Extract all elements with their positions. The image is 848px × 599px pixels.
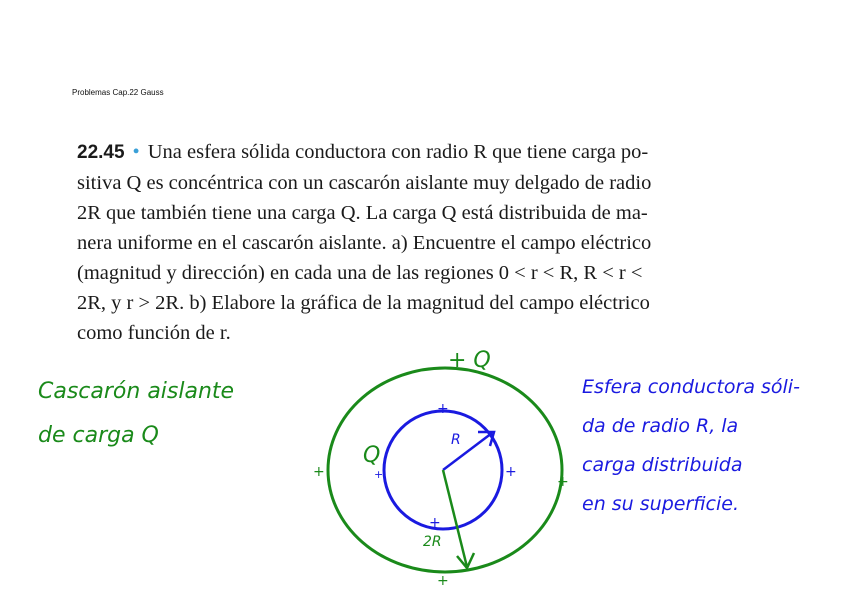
outer-radius-arrow — [443, 470, 467, 567]
page-header: Problemas Cap.22 Gauss — [72, 88, 164, 97]
inner-radius-label: R — [451, 432, 461, 448]
note-line: carga distribuida — [582, 454, 743, 476]
problem-text-line: 2R, y r > 2R. b) Elabore la gráfica de la magnitud del campo eléctrico — [77, 292, 650, 314]
plus-sign: + — [429, 515, 441, 531]
plus-sign: + — [505, 464, 517, 480]
bullet-icon: • — [132, 141, 140, 163]
note-line: en su superficie. — [582, 493, 739, 515]
problem-text-line: Una esfera sólida conductora con radio R que tiene carga po- — [147, 141, 649, 163]
problem-text-line: 2R que también tiene una carga Q. La carga Q está distribuida de ma- — [77, 202, 648, 224]
problem-text-line: sitiva Q es concéntrica con un cascarón aislante muy delgado de radio — [77, 172, 652, 194]
problem-text-line: nera uniforme en el cascarón aislante. a) Encuentre el campo eléctrico — [77, 232, 652, 254]
problem-number: 22.45 — [77, 142, 125, 163]
note-line: de carga Q — [38, 423, 159, 448]
plus-sign: + — [313, 464, 325, 480]
problem-text-line: como función de r. — [77, 322, 231, 344]
plus-sign: + — [437, 401, 449, 417]
inner-charge-label: Q — [363, 443, 381, 468]
outer-radius-label: 2R — [423, 534, 442, 550]
outer-charge-label: + Q — [448, 348, 491, 373]
problem-text-line: (magnitud y dirección) en cada una de las regiones 0 < r < R, R < r < — [77, 262, 643, 284]
plus-sign: + — [374, 468, 384, 481]
plus-sign: + — [437, 573, 449, 589]
note-line: da de radio R, la — [582, 415, 739, 437]
note-line: Cascarón aislante — [38, 379, 235, 404]
plus-sign: + — [557, 474, 569, 490]
note-line: Esfera conductora sóli- — [582, 376, 800, 398]
